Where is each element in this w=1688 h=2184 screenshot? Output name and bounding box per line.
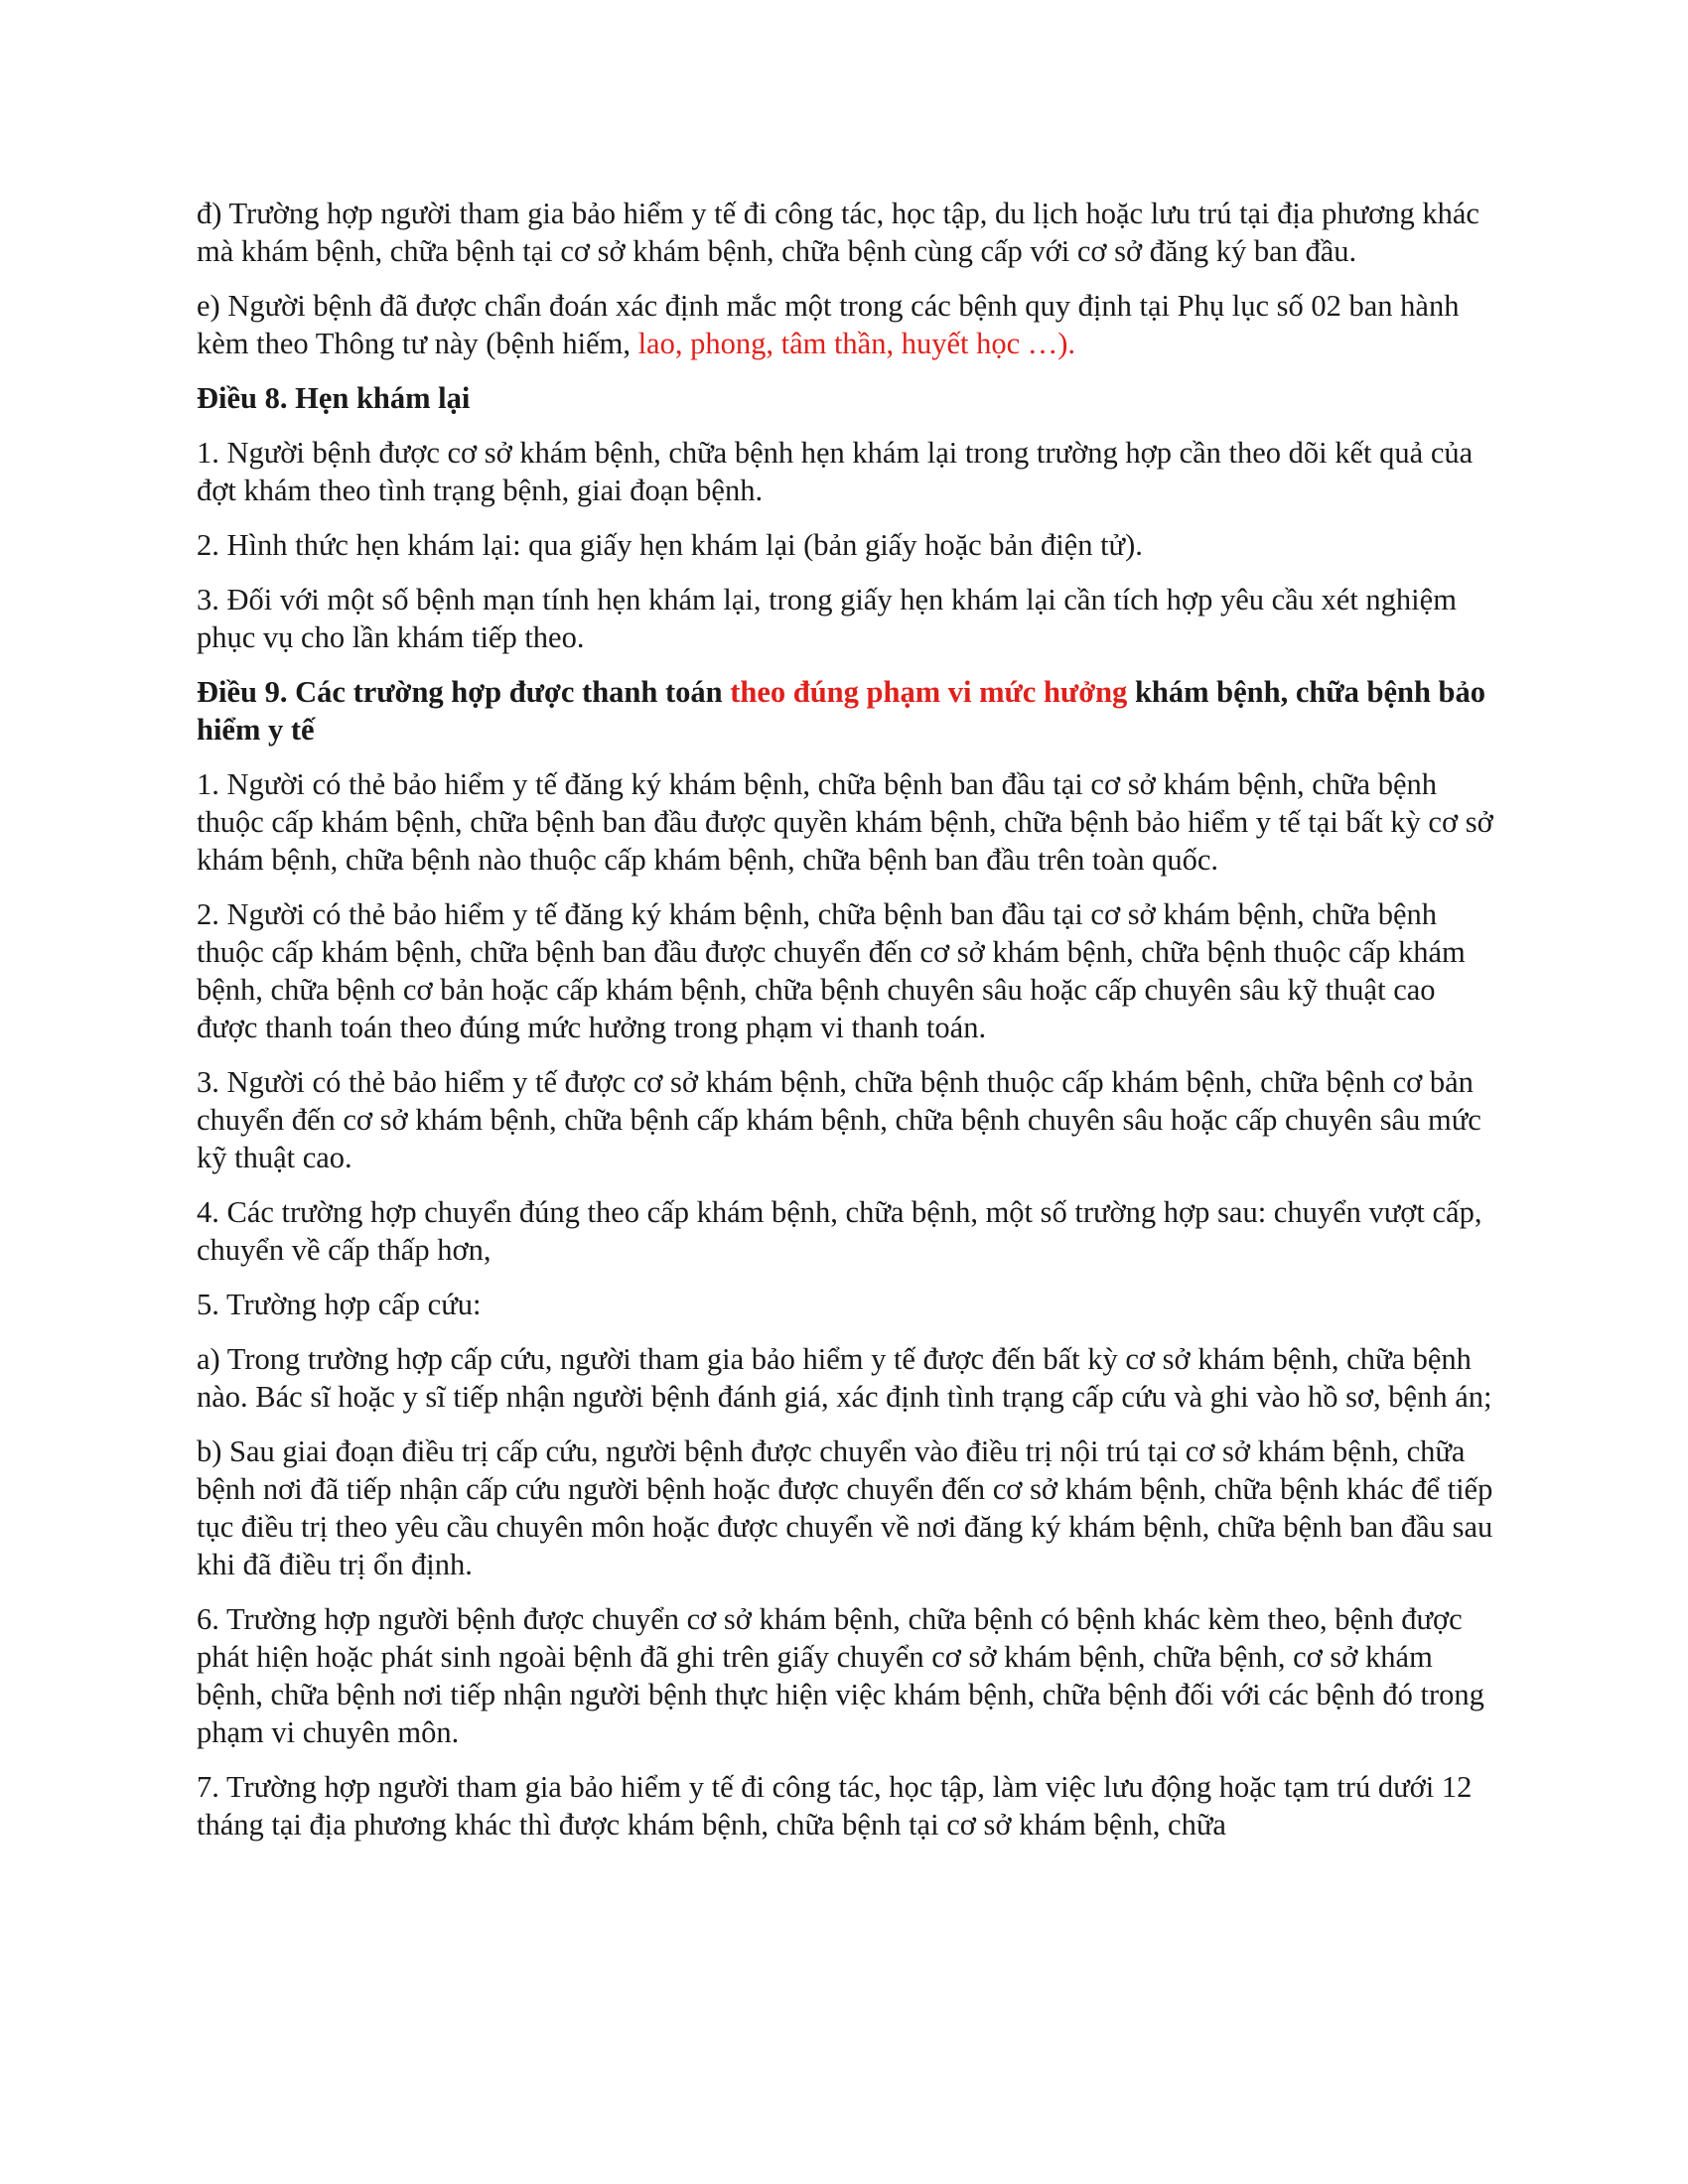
highlighted-text: lao, phong, tâm thần, huyết học …).	[637, 327, 1076, 360]
paragraph-article8-item-1: 1. Người bệnh được cơ sở khám bệnh, chữa bệnh hẹn khám lại trong trường hợp cần theo dõi kết quả của đợt khám theo tình trạng bệnh, giai đoạn bệnh.	[197, 436, 1474, 507]
paragraph-text: e) Người bệnh đã được chẩn đoán xác định mắc một trong các bệnh quy định tại Phụ lục số 02 ban hành kèm theo Thông tư này (bệnh hiếm,	[197, 289, 1460, 360]
paragraph-article7-item-dd: đ) Trường hợp người tham gia bảo hiểm y tế đi công tác, học tập, du lịch hoặc lưu trú tại địa phương khác mà khám bệnh, chữa bệnh tại cơ sở khám bệnh, chữa bệnh cùng cấp với cơ sở đăng ký ban đầu.	[197, 197, 1479, 268]
paragraph-article8-item-2: 2. Hình thức hẹn khám lại: qua giấy hẹn khám lại (bản giấy hoặc bản điện tử).	[197, 528, 1143, 562]
paragraph-article9-item-7: 7. Trường hợp người tham gia bảo hiểm y tế đi công tác, học tập, làm việc lưu động hoặc tạm trú dưới 12 tháng tại địa phương khác thì được khám bệnh, chữa bệnh tại cơ sở khám bệnh, chữa	[197, 1770, 1473, 1842]
heading-text: Điều 9. Các trường hợp được thanh toán	[197, 675, 731, 709]
highlighted-heading-text: theo đúng phạm vi mức hưởng	[730, 675, 1128, 709]
paragraph-article8-item-3: 3. Đối với một số bệnh mạn tính hẹn khám lại, trong giấy hẹn khám lại cần tích hợp yêu cầu xét nghiệm phục vụ cho lần khám tiếp theo.	[197, 583, 1457, 654]
heading-article-9	[197, 673, 1497, 749]
heading-article-8: Điều 8. Hẹn khám lại	[197, 381, 471, 415]
paragraph-article9-item-5b: b) Sau giai đoạn điều trị cấp cứu, người bệnh được chuyển vào điều trị nội trú tại cơ sở khám bệnh, chữa bệnh nơi đã tiếp nhận cấp cứu người bệnh hoặc được chuyển đến cơ sở khám bệnh, chữa bệnh khác để tiếp tục điều trị theo yêu cầu chuyên môn hoặc được chuyển về nơi đăng ký khám bệnh, chữa bệnh ban đầu sau khi đã điều trị ổn định.	[197, 1434, 1493, 1581]
paragraph-article9-item-1: 1. Người có thẻ bảo hiểm y tế đăng ký khám bệnh, chữa bệnh ban đầu tại cơ sở khám bệnh, chữa bệnh thuộc cấp khám bệnh, chữa bệnh ban đầu được quyền khám bệnh, chữa bệnh bảo hiểm y tế tại bất kỳ cơ sở khám bệnh, chữa bệnh nào thuộc cấp khám bệnh, chữa bệnh ban đầu trên toàn quốc.	[197, 767, 1493, 877]
heading-text-end: khám bệnh, chữa bệnh bảo hiểm y tế	[197, 675, 1486, 747]
paragraph-article9-item-5a: a) Trong trường hợp cấp cứu, người tham gia bảo hiểm y tế được đến bất kỳ cơ sở khám bệnh, chữa bệnh nào. Bác sĩ hoặc y sĩ tiếp nhận người bệnh đánh giá, xác định tình trạng cấp cứu và ghi vào hồ sơ, bệnh án;	[197, 1342, 1492, 1414]
paragraph-article7-item-e	[197, 287, 1497, 362]
paragraph-article9-item-3: 3. Người có thẻ bảo hiểm y tế được cơ sở khám bệnh, chữa bệnh thuộc cấp khám bệnh, chữa bệnh cơ bản chuyển đến cơ sở khám bệnh, chữa bệnh cấp khám bệnh, chữa bệnh chuyên sâu hoặc cấp chuyên sâu mức kỹ thuật cao.	[197, 1065, 1481, 1174]
paragraph-article9-item-6: 6. Trường hợp người bệnh được chuyển cơ sở khám bệnh, chữa bệnh có bệnh khác kèm theo, bệnh được phát hiện hoặc phát sinh ngoài bệnh đã ghi trên giấy chuyển cơ sở khám bệnh, chữa bệnh, cơ sở khám bệnh, chữa bệnh nơi tiếp nhận người bệnh thực hiện việc khám bệnh, chữa bệnh đối với các bệnh đó trong phạm vi chuyên môn.	[197, 1602, 1484, 1749]
paragraph-article9-item-2: 2. Người có thẻ bảo hiểm y tế đăng ký khám bệnh, chữa bệnh ban đầu tại cơ sở khám bệnh, chữa bệnh thuộc cấp khám bệnh, chữa bệnh ban đầu được chuyển đến cơ sở khám bệnh, chữa bệnh thuộc cấp khám bệnh, chữa bệnh cơ bản hoặc cấp khám bệnh, chữa bệnh chuyên sâu hoặc cấp chuyên sâu kỹ thuật cao được thanh toán theo đúng mức hưởng trong phạm vi thanh toán.	[197, 897, 1466, 1044]
document-page	[197, 195, 1497, 1860]
paragraph-article9-item-4: 4. Các trường hợp chuyển đúng theo cấp khám bệnh, chữa bệnh, một số trường hợp sau: chuyển vượt cấp, chuyển về cấp thấp hơn,	[197, 1195, 1482, 1267]
paragraph-article9-item-5: 5. Trường hợp cấp cứu:	[197, 1288, 482, 1321]
